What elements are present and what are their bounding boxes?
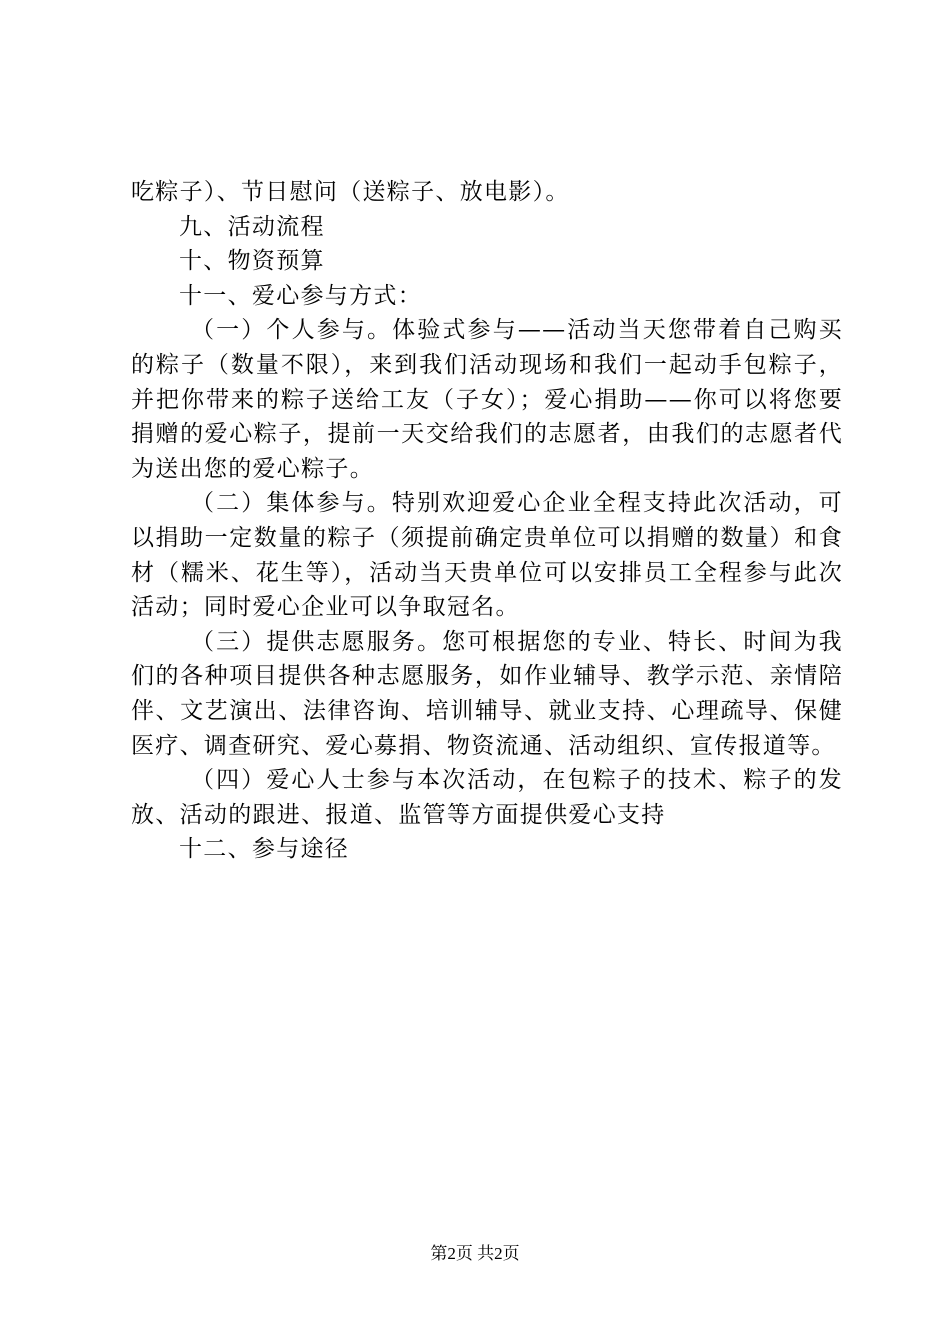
- document-body: [131, 175, 843, 867]
- paragraph-volunteer-service: （三）提供志愿服务。您可根据您的专业、特长、时间为我们的各种项目提供各种志愿服务，如作业辅导、教学示范、亲情陪伴、文艺演出、法律咨询、培训辅导、就业支持、心理疏导、保健医疗、调查研究、爱心募捐、物资流通、活动组织、宣传报道等。: [131, 628, 843, 759]
- paragraph-continuation: 吃粽子）、节日慰问（送粽子、放电影）。: [131, 179, 570, 205]
- paragraph-group-participation: （二）集体参与。特别欢迎爱心企业全程支持此次活动，可以捐助一定数量的粽子（须提前确定贵单位可以捐赠的数量）和食材（糯米、花生等），活动当天贵单位可以安排员工全程参与此次活动；同时爱心企业可以争取冠名。: [131, 490, 843, 621]
- page-footer: 第2页 共2页: [430, 1244, 520, 1263]
- heading-material-budget: 十、物资预算: [179, 248, 325, 275]
- paragraph-individual-participation: （一）个人参与。体验式参与——活动当天您带着自己购买的粽子（数量不限），来到我们活动现场和我们一起动手包粽子，并把你带来的粽子送给工友（子女）；爱心捐助——你可以将您要捐赠的爱心粽子，提前一天交给我们的志愿者，由我们的志愿者代为送出您的爱心粽子。: [131, 317, 843, 482]
- heading-participation-methods: 十一、爱心参与方式：: [179, 282, 422, 309]
- heading-activity-flow: 九、活动流程: [179, 213, 325, 240]
- paragraph-caring-people-support: （四）爱心人士参与本次活动，在包粽子的技术、粽子的发放、活动的跟进、报道、监管等方面提供爱心支持: [131, 767, 843, 828]
- heading-participation-channels: 十二、参与途径: [179, 836, 350, 863]
